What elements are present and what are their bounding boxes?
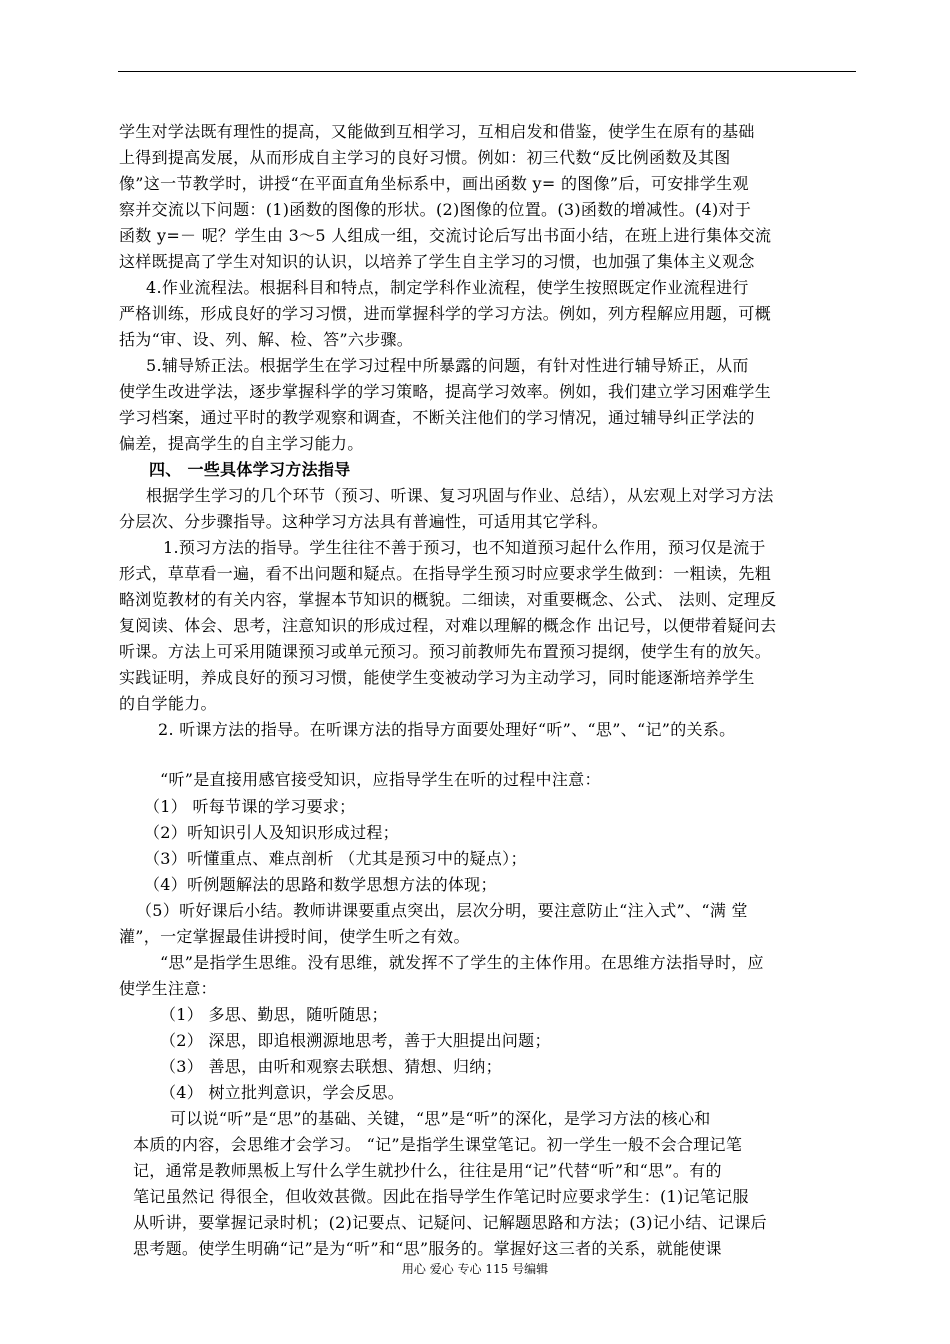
body-line: 严格训练，形成良好的学习习惯，进而掌握科学的学习方法。例如，列方程解应用题，可概 bbox=[119, 304, 772, 323]
list-item: （2）听知识引人及知识形成过程； bbox=[144, 823, 399, 842]
body-line: 学生对学法既有理性的提高，又能做到互相学习，互相启发和借鉴，使学生在原有的基础 bbox=[119, 122, 755, 141]
body-line: 本质的内容，会思维才会学习。 “记”是指学生课堂笔记。初一学生一般不会合理记笔 bbox=[133, 1135, 743, 1154]
body-line: 使学生注意： bbox=[119, 979, 217, 998]
body-line: 可以说“听”是“思”的基础、关键，“思”是“听”的深化，是学习方法的核心和 bbox=[170, 1109, 711, 1128]
body-line: 根据学生学习的几个环节（预习、听课、复习巩固与作业、总结），从宏观上对学习方法 bbox=[146, 486, 774, 505]
body-line: 偏差，提高学生的自主学习能力。 bbox=[119, 434, 364, 453]
list-item: （4）听例题解法的思路和数学思想方法的体现； bbox=[144, 875, 497, 894]
list-item: （3） 善思，由听和观察去联想、猜想、归纳； bbox=[160, 1057, 502, 1076]
body-line: 思考题。使学生明确“记”是为“听”和“思”服务的。掌握好这三者的关系，就能使课 bbox=[133, 1239, 722, 1258]
body-line: 略浏览教材的有关内容，掌握本节知识的概貌。二细读，对重要概念、公式、 法则、定理反 bbox=[119, 590, 777, 609]
body-line: 分层次、分步骤指导。这种学习方法具有普遍性，可适用其它学科。 bbox=[119, 512, 609, 531]
list-item: （3）听懂重点、难点剖析 （尤其是预习中的疑点）； bbox=[144, 849, 527, 868]
body-line: 灌”，一定掌握最佳讲授时间，使学生听之有效。 bbox=[119, 927, 470, 946]
body-line: 察并交流以下问题：(1)函数的图像的形状。(2)图像的位置。(3)函数的增减性。(4)对于 bbox=[119, 200, 752, 219]
body-line: 笔记虽然记 得很全，但收效甚微。因此在指导学生作笔记时应要求学生：(1)记笔记服 bbox=[133, 1187, 749, 1206]
list-item: （2） 深思，即追根溯源地思考，善于大胆提出问题； bbox=[160, 1031, 551, 1050]
body-line: 从听讲，要掌握记录时机；(2)记要点、记疑问、记解题思路和方法；(3)记小结、记课后 bbox=[133, 1213, 767, 1232]
body-line: 学习档案，通过平时的教学观察和调查，不断关注他们的学习情况，通过辅导纠正学法的 bbox=[119, 408, 755, 427]
section-heading: 四、 一些具体学习方法指导 bbox=[149, 460, 351, 479]
page-footer: 用心 爱心 专心 115 号编辑 bbox=[401, 1262, 549, 1276]
list-item: （1） 听每节课的学习要求； bbox=[144, 797, 356, 816]
body-line: 上得到提高发展，从而形成自主学习的良好习惯。例如：初三代数“反比例函数及其图 bbox=[119, 148, 731, 167]
body-line: “思”是指学生思维。没有思维，就发挥不了学生的主体作用。在思维方法指导时，应 bbox=[160, 953, 764, 972]
body-line: “听”是直接用感官接受知识，应指导学生在听的过程中注意： bbox=[160, 770, 601, 789]
body-line: 5.辅导矫正法。根据学生在学习过程中所暴露的问题，有针对性进行辅导矫正，从而 bbox=[146, 356, 749, 375]
body-line: 函数 y=－ 呢？学生由 3～5 人组成一组，交流讨论后写出书面小结，在班上进行集体交流 bbox=[119, 226, 772, 245]
body-line: 使学生改进学法，逐步掌握科学的学习策略，提高学习效率。例如，我们建立学习困难学生 bbox=[119, 382, 772, 401]
body-line: 4.作业流程法。根据科目和特点，制定学科作业流程，使学生按照既定作业流程进行 bbox=[146, 278, 749, 297]
body-line: 这样既提高了学生对知识的认识，以培养了学生自主学习的习惯，也加强了集体主义观念 bbox=[119, 252, 755, 271]
body-line: 形式，草草看一遍，看不出问题和疑点。在指导学生预习时应要求学生做到：一粗读，先粗 bbox=[119, 564, 772, 583]
body-line: 括为“审、设、列、解、检、答”六步骤。 bbox=[119, 330, 414, 349]
list-item: （1） 多思、勤思，随听随思； bbox=[160, 1005, 388, 1024]
body-line: 像”这一节教学时，讲授“在平面直角坐标系中，画出函数 y= 的图像”后，可安排学生观 bbox=[119, 174, 749, 193]
body-line: 2. 听课方法的指导。在听课方法的指导方面要处理好“听”、“思”、“记”的关系。 bbox=[158, 720, 736, 739]
header-rule bbox=[118, 71, 856, 72]
body-line: 实践证明，养成良好的预习习惯，能使学生变被动学习为主动学习，同时能逐渐培养学生 bbox=[119, 668, 755, 687]
body-line: 复阅读、体会、思考，注意知识的形成过程，对难以理解的概念作 出记号，以便带着疑问去 bbox=[119, 616, 777, 635]
body-line: 的自学能力。 bbox=[119, 694, 217, 713]
body-line: 记，通常是教师黑板上写什么学生就抄什么，往往是用“记”代替“听”和“思”。有的 bbox=[133, 1161, 722, 1180]
list-item: （4） 树立批判意识，学会反思。 bbox=[160, 1083, 405, 1102]
body-line: 听课。方法上可采用随课预习或单元预习。预习前教师先布置预习提纲，使学生有的放矢。 bbox=[119, 642, 772, 661]
body-line: 1.预习方法的指导。学生往往不善于预习，也不知道预习起什么作用，预习仅是流于 bbox=[163, 538, 766, 557]
list-item: （5）听好课后小结。教师讲课要重点突出，层次分明，要注意防止“注入式”、“满 堂 bbox=[136, 901, 748, 920]
